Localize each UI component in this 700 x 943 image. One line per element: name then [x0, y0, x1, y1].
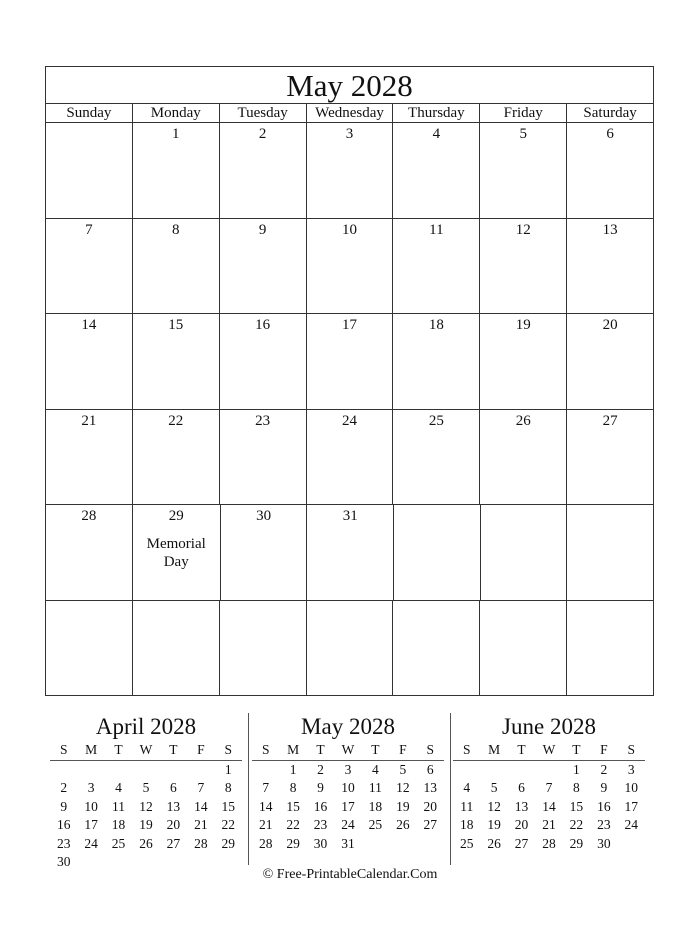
mini-day: 27 [423, 817, 437, 832]
day-number: 13 [602, 221, 618, 238]
copyright-footer: © Free-PrintableCalendar.Com [262, 867, 438, 882]
day-number: 4 [432, 126, 441, 142]
mini-day: 7 [262, 780, 270, 795]
day-cell-24 [306, 410, 393, 505]
mini-day: 25 [111, 835, 126, 851]
mini-day: 24 [84, 835, 98, 851]
day-number [481, 507, 567, 525]
mini-calendar-april [50, 713, 242, 872]
mini-day: 5 [490, 780, 498, 795]
day-cell-23 [219, 410, 306, 505]
mini-day: 9 [60, 798, 68, 814]
mini-day [132, 761, 159, 780]
empty-day-cell [392, 601, 479, 696]
mini-day: 25 [459, 835, 474, 851]
weekday-header-monday: Monday [132, 104, 219, 122]
mini-weekday-label: T [572, 742, 581, 757]
week-row [46, 218, 653, 314]
mini-week-row [453, 761, 645, 780]
mini-calendar-june [453, 713, 645, 853]
mini-weekday-label: M [85, 742, 98, 757]
day-cell-10 [306, 219, 393, 314]
mini-day [252, 761, 279, 780]
holiday-label: Memorial Day [146, 536, 206, 570]
mini-day [618, 835, 645, 854]
mini-day: 21 [542, 817, 556, 832]
week-row [46, 409, 653, 505]
empty-day-cell [132, 601, 219, 696]
day-cell-6 [566, 123, 653, 218]
mini-day: 29 [569, 835, 584, 851]
mini-week-row [252, 798, 444, 817]
day-cell-15 [132, 314, 219, 409]
mini-day: 16 [56, 817, 71, 832]
mini-day: 22 [221, 817, 235, 832]
day-cell-26 [479, 410, 566, 505]
day-cell-28 [46, 505, 132, 600]
mini-day [50, 761, 77, 780]
mini-day: 26 [396, 817, 410, 832]
mini-day: 22 [569, 817, 584, 832]
mini-week-row [453, 779, 645, 798]
day-cell-5 [479, 123, 566, 218]
mini-day: 12 [487, 798, 501, 814]
mini-day: 6 [170, 780, 177, 795]
day-number [307, 603, 393, 621]
mini-week-row [252, 761, 444, 780]
mini-day: 28 [542, 835, 556, 851]
day-number [220, 603, 306, 621]
mini-day [417, 835, 444, 854]
mini-day: 30 [597, 835, 611, 851]
day-cell-13 [566, 219, 653, 314]
mini-weekday-label: S [462, 742, 471, 757]
day-cell-16 [219, 314, 306, 409]
mini-weekday-label: M [287, 742, 300, 757]
mini-day: 30 [56, 854, 71, 869]
mini-day: 8 [289, 780, 297, 795]
mini-day: 4 [372, 761, 379, 777]
mini-weekday-label: S [426, 742, 434, 757]
mini-day: 12 [396, 780, 410, 795]
mini-day [508, 761, 535, 780]
mini-day: 28 [258, 835, 273, 851]
day-number: 28 [81, 508, 97, 524]
calendar-grid [46, 123, 653, 695]
mini-day: 13 [166, 798, 181, 814]
mini-calendar-divider [450, 713, 451, 865]
week-row [46, 600, 653, 696]
mini-calendar-title: May 2028 [301, 714, 395, 739]
mini-day: 13 [514, 798, 529, 814]
day-cell-9 [219, 219, 306, 314]
mini-day: 3 [344, 761, 352, 777]
day-number: 9 [258, 221, 267, 238]
week-row [46, 504, 653, 600]
day-number: 3 [345, 126, 354, 142]
weekday-header-friday: Friday [479, 104, 566, 122]
day-cell-21 [46, 410, 132, 505]
day-number: 12 [515, 221, 531, 238]
day-cell-31 [306, 505, 393, 600]
mini-week-row [50, 761, 242, 780]
day-number [46, 603, 132, 621]
mini-day: 17 [341, 798, 355, 814]
mini-weekday-label: T [114, 742, 123, 757]
mini-weekday-label: S [261, 742, 270, 757]
day-number: 21 [81, 412, 97, 429]
mini-day: 24 [624, 817, 638, 832]
mini-weekday-label: W [542, 742, 556, 757]
weekday-header-saturday: Saturday [566, 104, 653, 122]
mini-day: 26 [139, 835, 153, 851]
mini-day [362, 835, 389, 854]
mini-day: 14 [258, 798, 273, 814]
day-number [133, 603, 219, 621]
mini-day: 29 [286, 835, 300, 851]
mini-day: 19 [487, 817, 501, 832]
mini-day: 30 [313, 835, 328, 851]
empty-day-cell [480, 505, 567, 600]
mini-weekday-row [453, 741, 645, 761]
mini-day [480, 761, 507, 780]
mini-day: 12 [139, 798, 153, 814]
mini-day: 28 [194, 835, 208, 851]
mini-day: 5 [399, 761, 407, 777]
mini-week-row [50, 798, 242, 817]
weekday-header-wednesday: Wednesday [306, 104, 393, 122]
mini-day: 10 [341, 780, 355, 795]
day-number: 10 [342, 221, 357, 238]
mini-week-row [252, 816, 444, 835]
mini-day: 13 [423, 780, 437, 795]
mini-day [105, 761, 132, 780]
mini-day: 17 [624, 798, 638, 814]
mini-day: 29 [221, 835, 235, 851]
day-number: 19 [515, 317, 531, 333]
mini-day [453, 761, 480, 780]
mini-day: 8 [224, 780, 232, 795]
mini-day: 19 [396, 798, 410, 814]
empty-day-cell [306, 601, 393, 696]
mini-day: 14 [194, 798, 208, 814]
day-cell-8 [132, 219, 219, 314]
mini-day: 1 [224, 761, 232, 777]
empty-day-cell [393, 505, 480, 600]
mini-day: 15 [569, 798, 584, 814]
day-number [46, 125, 132, 143]
empty-day-cell [46, 123, 132, 218]
day-number: 8 [172, 221, 180, 238]
day-number [567, 507, 653, 525]
day-number: 17 [342, 317, 357, 333]
mini-day: 18 [459, 817, 474, 832]
day-cell-18 [392, 314, 479, 409]
mini-week-row [252, 835, 444, 854]
mini-day [160, 761, 187, 780]
empty-day-cell [219, 601, 306, 696]
mini-weekday-label: S [627, 742, 635, 757]
weekday-header-sunday: Sunday [66, 105, 112, 121]
mini-calendar-title: April 2028 [95, 714, 197, 739]
mini-weekday-label: T [316, 742, 325, 757]
mini-weekday-label: T [169, 742, 178, 757]
day-number [393, 603, 479, 621]
mini-day: 31 [341, 835, 355, 851]
day-number: 23 [255, 412, 271, 429]
day-cell-19 [479, 314, 566, 409]
mini-weekday-label: F [399, 742, 407, 757]
mini-day: 11 [368, 780, 382, 795]
day-number [394, 507, 480, 525]
mini-day: 1 [289, 761, 297, 777]
day-cell-17 [306, 314, 393, 409]
mini-day: 18 [368, 798, 383, 814]
day-number: 15 [168, 317, 184, 333]
day-number: 14 [81, 317, 97, 333]
mini-weekday-row [252, 741, 444, 761]
mini-day: 27 [166, 835, 181, 851]
mini-weekday-label: T [371, 742, 380, 757]
mini-calendar-divider [248, 713, 249, 865]
main-calendar [45, 66, 654, 696]
day-number: 7 [85, 221, 93, 238]
day-number: 5 [519, 126, 527, 142]
mini-week-row [50, 779, 242, 798]
mini-day: 14 [542, 798, 556, 814]
mini-day: 25 [368, 817, 383, 832]
mini-day: 4 [115, 780, 122, 795]
month-title: May 2028 [46, 67, 653, 104]
day-number: 29 [168, 508, 184, 524]
day-number: 6 [606, 126, 614, 142]
mini-day: 10 [84, 798, 98, 814]
day-cell-4 [392, 123, 479, 218]
mini-day: 20 [423, 798, 437, 814]
mini-day: 15 [221, 798, 235, 814]
day-cell-20 [566, 314, 653, 409]
mini-weekday-label: T [517, 742, 526, 757]
day-cell-12 [479, 219, 566, 314]
day-cell-27 [566, 410, 653, 505]
mini-week-row [453, 835, 645, 854]
mini-day: 10 [624, 780, 638, 795]
mini-calendar-title: June 2028 [502, 714, 596, 739]
mini-weekday-label: M [488, 742, 501, 757]
mini-day: 3 [87, 780, 95, 795]
mini-calendar-may [252, 713, 444, 853]
mini-day: 21 [258, 817, 273, 832]
mini-day: 2 [317, 761, 324, 777]
empty-day-cell [46, 601, 132, 696]
weekday-header-thursday: Thursday [392, 104, 479, 122]
mini-day: 16 [313, 798, 328, 814]
mini-weekday-label: S [224, 742, 232, 757]
mini-week-row [453, 798, 645, 817]
mini-day [535, 761, 562, 780]
empty-day-cell [566, 505, 653, 600]
day-cell-29 [132, 505, 220, 600]
day-cell-14 [46, 314, 132, 409]
week-row [46, 123, 653, 218]
day-number: 1 [172, 126, 180, 142]
mini-week-row [252, 779, 444, 798]
mini-day: 24 [341, 817, 355, 832]
mini-day: 6 [518, 780, 525, 795]
day-number: 24 [342, 412, 357, 429]
day-number [567, 603, 653, 621]
mini-day: 23 [56, 835, 71, 851]
mini-day: 2 [600, 761, 608, 777]
empty-day-cell [566, 601, 653, 696]
mini-day: 20 [514, 817, 529, 832]
mini-weekday-label: F [197, 742, 205, 757]
day-number: 22 [168, 412, 184, 429]
mini-day: 17 [84, 817, 98, 832]
mini-day: 21 [194, 817, 208, 832]
day-cell-11 [392, 219, 479, 314]
mini-day: 1 [573, 761, 580, 777]
mini-day: 16 [597, 798, 611, 814]
mini-day [389, 835, 416, 854]
day-number: 2 [258, 126, 267, 142]
mini-day [77, 761, 104, 780]
day-cell-2 [219, 123, 306, 218]
mini-weekday-label: W [341, 742, 355, 757]
mini-day: 2 [60, 780, 68, 795]
mini-day: 3 [627, 761, 635, 777]
mini-day: 23 [597, 817, 611, 832]
mini-day: 23 [313, 817, 328, 832]
day-number [480, 603, 566, 621]
mini-day: 20 [166, 817, 181, 832]
mini-day: 8 [573, 780, 580, 795]
mini-week-row [50, 835, 242, 854]
mini-day: 22 [286, 817, 300, 832]
mini-day: 27 [514, 835, 529, 851]
day-cell-30 [220, 505, 307, 600]
mini-day [187, 761, 214, 780]
mini-day: 7 [545, 780, 553, 795]
day-cell-25 [392, 410, 479, 505]
empty-day-cell [479, 601, 566, 696]
mini-weekday-label: F [600, 742, 608, 757]
day-cell-7 [46, 219, 132, 314]
mini-weekday-row [50, 741, 242, 761]
mini-day: 6 [426, 761, 434, 777]
day-number: 30 [256, 508, 272, 524]
mini-weekday-label: W [139, 742, 153, 757]
day-number: 20 [602, 317, 618, 333]
mini-day: 5 [142, 780, 150, 795]
weekday-header-row [46, 104, 653, 123]
mini-day: 11 [460, 798, 474, 814]
mini-day: 7 [197, 780, 205, 795]
mini-day: 15 [286, 798, 300, 814]
mini-week-row [453, 816, 645, 835]
week-row [46, 313, 653, 409]
day-cell-1 [132, 123, 219, 218]
mini-day: 26 [487, 835, 501, 851]
mini-day: 19 [139, 817, 153, 832]
mini-day: 11 [112, 798, 126, 814]
mini-day: 4 [463, 780, 471, 795]
day-number: 27 [602, 412, 618, 429]
day-number: 25 [428, 412, 444, 429]
day-number: 16 [255, 317, 271, 333]
weekday-header-tuesday: Tuesday [219, 104, 306, 122]
day-number: 11 [429, 221, 444, 238]
day-number: 31 [342, 508, 358, 524]
day-number: 26 [515, 412, 531, 429]
mini-day: 9 [317, 780, 324, 795]
mini-weekday-label: S [59, 742, 68, 757]
mini-week-row [50, 816, 242, 835]
mini-day: 9 [600, 780, 608, 795]
day-cell-22 [132, 410, 219, 505]
day-cell-3 [306, 123, 393, 218]
mini-day: 18 [111, 817, 126, 832]
day-number: 18 [428, 317, 444, 333]
